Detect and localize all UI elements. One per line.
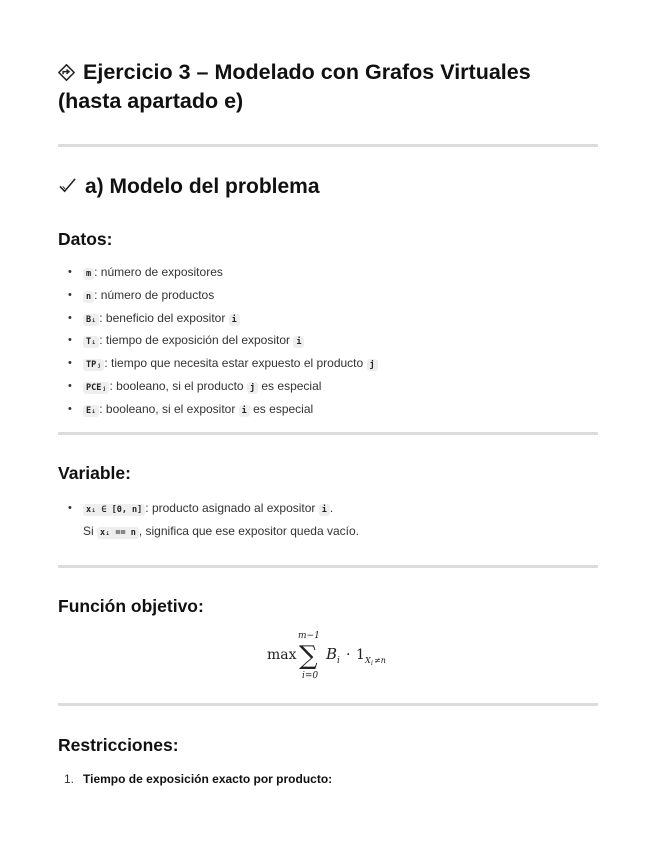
formula-upper: m−1 [298,631,320,641]
code-symbol: i [229,314,240,326]
diamond-arrow-icon [58,64,75,81]
code-symbol: Eᵢ [83,405,99,417]
page-title-text: Ejercicio 3 – Modelado con Grafos Virtuales (hasta apartado e) [58,60,531,113]
datos-heading: Datos: [58,229,113,249]
formula-indicator-sub-i: i [371,660,373,667]
code-symbol: j [247,382,258,394]
variable-list [58,498,598,544]
divider [58,144,598,147]
page-title [58,58,598,116]
list-item: • Tᵢ : tiempo de exposición del expositor i [58,330,598,353]
code-symbol: i [319,504,330,516]
code-symbol: i [293,336,304,348]
objetivo-heading: Función objetivo: [58,596,204,616]
variable-continuation: Si xᵢ == n , significa que ese expositor queda vacío. [83,523,359,538]
formula-dot: · [346,647,351,663]
formula-sum: ∑ [299,641,318,671]
section-a-heading [58,174,320,200]
restricciones-list [58,770,332,788]
code-symbol: xᵢ == n [97,527,139,539]
list-item: • n : número de productos [58,285,598,308]
code-symbol: PCEⱼ [83,382,109,394]
restricciones-heading: Restricciones: [58,735,179,755]
list-item: • m : número de expositores [58,262,598,285]
code-symbol: Bᵢ [83,314,99,326]
code-symbol: n [83,291,94,303]
code-symbol: xᵢ ∈ [0, n] [83,504,145,516]
formula-indicator: 1 [356,647,365,663]
list-item: • PCEⱼ : booleano, si el producto j es especial [58,376,598,399]
list-item: • xᵢ ∈ [0, n] : producto asignado al expositor i . Si xᵢ == n , significa que ese expositor queda vacío. [58,498,598,544]
code-symbol: j [367,359,378,371]
formula-term: B [326,645,338,663]
divider [58,703,598,706]
section-a-heading-text: a) Modelo del problema [85,175,320,198]
list-item: • TPⱼ : tiempo que necesita estar expuesto el producto j [58,353,598,376]
variable-heading: Variable: [58,463,131,483]
objective-formula [265,628,395,684]
checkmark-icon [58,176,77,195]
formula-indicator-sub: X [365,656,371,665]
code-symbol: Tᵢ [83,336,99,348]
list-item: 1. Tiempo de exposición exacto por producto: [64,772,333,786]
list-item: • Eᵢ : booleano, si el expositor i es especial [58,399,598,422]
formula-indicator-sub-rest: ≠n [374,656,386,665]
datos-list [58,262,598,422]
formula-max: max [267,647,297,663]
divider [58,432,598,435]
code-symbol: TPⱼ [83,359,104,371]
divider [58,565,598,568]
formula-term-sub: i [337,656,340,666]
code-symbol: m [83,268,94,280]
code-symbol: i [239,405,250,417]
list-item: • Bᵢ : beneficio del expositor i [58,308,598,331]
formula-lower: i=0 [302,671,319,681]
